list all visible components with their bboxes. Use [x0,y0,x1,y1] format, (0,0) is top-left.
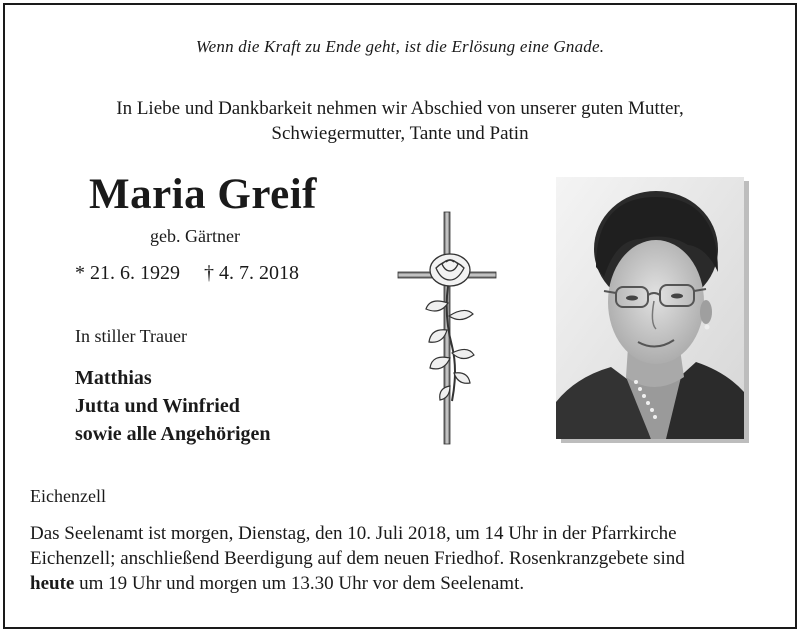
mourner-line: Matthias [75,367,152,389]
death-date: † 4. 7. 2018 [204,262,299,284]
deceased-name: Maria Greif [89,171,317,218]
cross-with-rose-icon [392,208,502,448]
mourner-line: sowie alle Angehörigen [75,423,271,445]
portrait-photo [556,177,744,439]
mourning-label: In stiller Trauer [75,326,187,346]
service-today: heute [30,573,75,594]
service-line-2: Eichenzell; anschließend Beerdigung auf dem neuen Friedhof. Rosenkranzgebete sind [30,548,685,569]
service-details [30,521,685,596]
intro-line-1: In Liebe und Dankbarkeit nehmen wir Abschied von unserer guten Mutter, [116,98,684,119]
mourners-list [75,364,271,448]
motto: Wenn die Kraft zu Ende geht, ist die Erlösung eine Gnade. [195,37,605,56]
intro-line-2: Schwiegermutter, Tante und Patin [271,123,529,144]
service-line-3-rest: um 19 Uhr und morgen um 13.30 Uhr vor dem Seelenamt. [74,573,525,594]
service-line-3 [30,571,685,596]
place: Eichenzell [30,486,106,506]
life-dates [75,262,299,285]
service-line-1: Das Seelenamt ist morgen, Dienstag, den 10. Juli 2018, um 14 Uhr in der Pfarrkirche [30,523,677,544]
mourner-line: Jutta und Winfried [75,395,240,417]
birth-date: * 21. 6. 1929 [75,262,180,284]
maiden-name: geb. Gärtner [150,226,240,246]
intro-text [0,96,800,146]
